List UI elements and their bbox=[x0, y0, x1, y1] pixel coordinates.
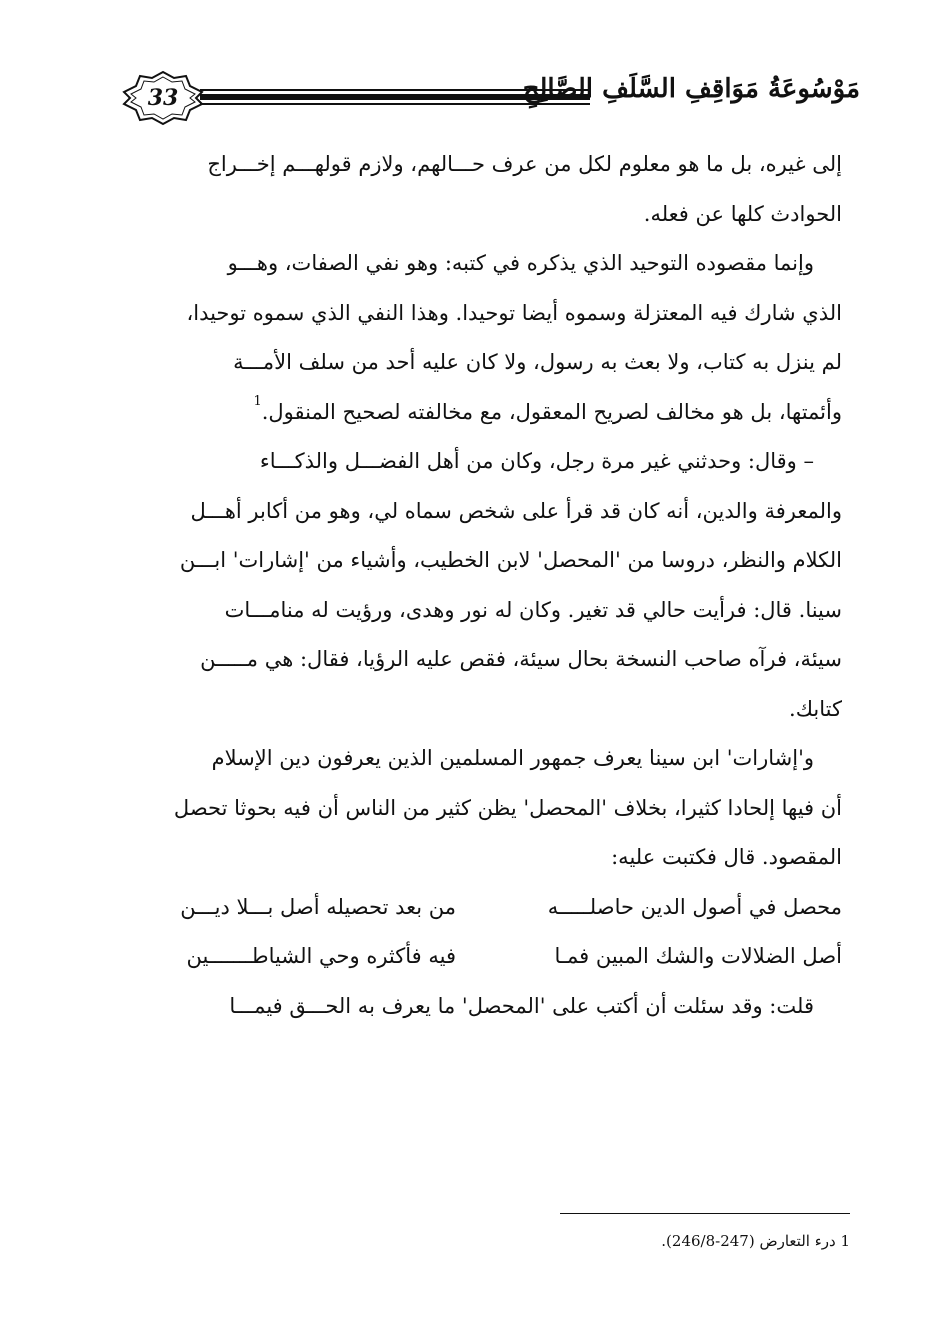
text-line: إلى غيره، بل ما هو معلوم لكل من عرف حـــالهم، ولازم قولهـــم إخـــراج bbox=[207, 152, 842, 176]
page-number: 33 bbox=[147, 85, 179, 111]
main-text bbox=[116, 140, 842, 1031]
text-line: سيئة، فرآه صاحب النسخة بحال سيئة، فقص عليه الرؤيا، فقال: هي مـــــن bbox=[200, 647, 842, 671]
series-title: مَوْسُوعَةُ مَوَاقِفِ السَّلَفِ الصَّالِحِ bbox=[522, 74, 860, 104]
text-line: لم ينزل به كتاب، ولا بعث به رسول، ولا كان عليه أحد من سلف الأمـــة bbox=[233, 350, 842, 374]
text-line: الحوادث كلها عن فعله. bbox=[643, 201, 842, 226]
paragraph-2 bbox=[116, 239, 842, 437]
poem bbox=[116, 883, 842, 982]
hemistich-second: فيه فأكثره وحي الشياطـــــــين bbox=[186, 944, 456, 968]
footnote-reference: 1 bbox=[253, 393, 262, 409]
page-header bbox=[0, 0, 938, 150]
text-line: وإنما مقصوده التوحيد الذي يذكره في كتبه: وهو نفي الصفات، وهـــو bbox=[227, 251, 814, 275]
text-line: سينا. قال: فرأيت حالي قد تغير. وكان له نور وهدى، ورؤيت له منامـــات bbox=[224, 597, 842, 622]
paragraph-4 bbox=[116, 734, 842, 883]
hemistich-second: من بعد تحصيله أصل بـــلا ديـــن bbox=[180, 894, 456, 919]
text-line: كتابك. bbox=[789, 696, 842, 721]
page-number-badge bbox=[120, 70, 206, 126]
footnote: 1 درء التعارض (247-246/8). bbox=[661, 1232, 850, 1250]
paragraph-1 bbox=[116, 140, 842, 239]
text-line: الذي شارك فيه المعتزلة وسموه أيضا توحيدا. وهذا النفي الذي سموه توحيدا، bbox=[186, 300, 842, 325]
text-line: المقصود. قال فكتبت عليه: bbox=[611, 845, 842, 869]
paragraph-3 bbox=[116, 437, 842, 734]
text-line: وأئمتها، بل هو مخالف لصريح المعقول، مع مخالفته لصحيح المنقول. bbox=[261, 399, 842, 424]
poem-verse bbox=[116, 932, 842, 982]
text-line: أن فيها إلحادا كثيرا، بخلاف 'المحصل' يظن كثير من الناس أن فيه بحوثا تحصل bbox=[173, 795, 842, 820]
footnote-separator bbox=[560, 1213, 850, 1214]
text-line: والمعرفة والدين، أنه كان قد قرأ على شخص سماه لي، وهو من أكابر أهـــل bbox=[190, 498, 842, 523]
text-line: الكلام والنظر، دروسا من 'المحصل' لابن الخطيب، وأشياء من 'إشارات' ابـــن bbox=[179, 548, 842, 572]
hemistich-first: محصل في أصول الدين حاصلـــــه bbox=[547, 894, 842, 919]
text-line: قلت: وقد سئلت أن أكتب على 'المحصل' ما يعرف به الحـــق فيمـــا bbox=[229, 993, 814, 1018]
poem-verse bbox=[116, 883, 842, 933]
paragraph-5 bbox=[116, 982, 842, 1032]
text-line: – وقال: وحدثني غير مرة رجل، وكان من أهل الفضـــل والذكـــاء bbox=[259, 449, 814, 473]
text-line: و'إشارات' ابن سينا يعرف جمهور المسلمين الذين يعرفون دين الإسلام bbox=[211, 746, 814, 770]
hemistich-first: أصل الضلالات والشك المبين فمـا bbox=[554, 944, 842, 968]
